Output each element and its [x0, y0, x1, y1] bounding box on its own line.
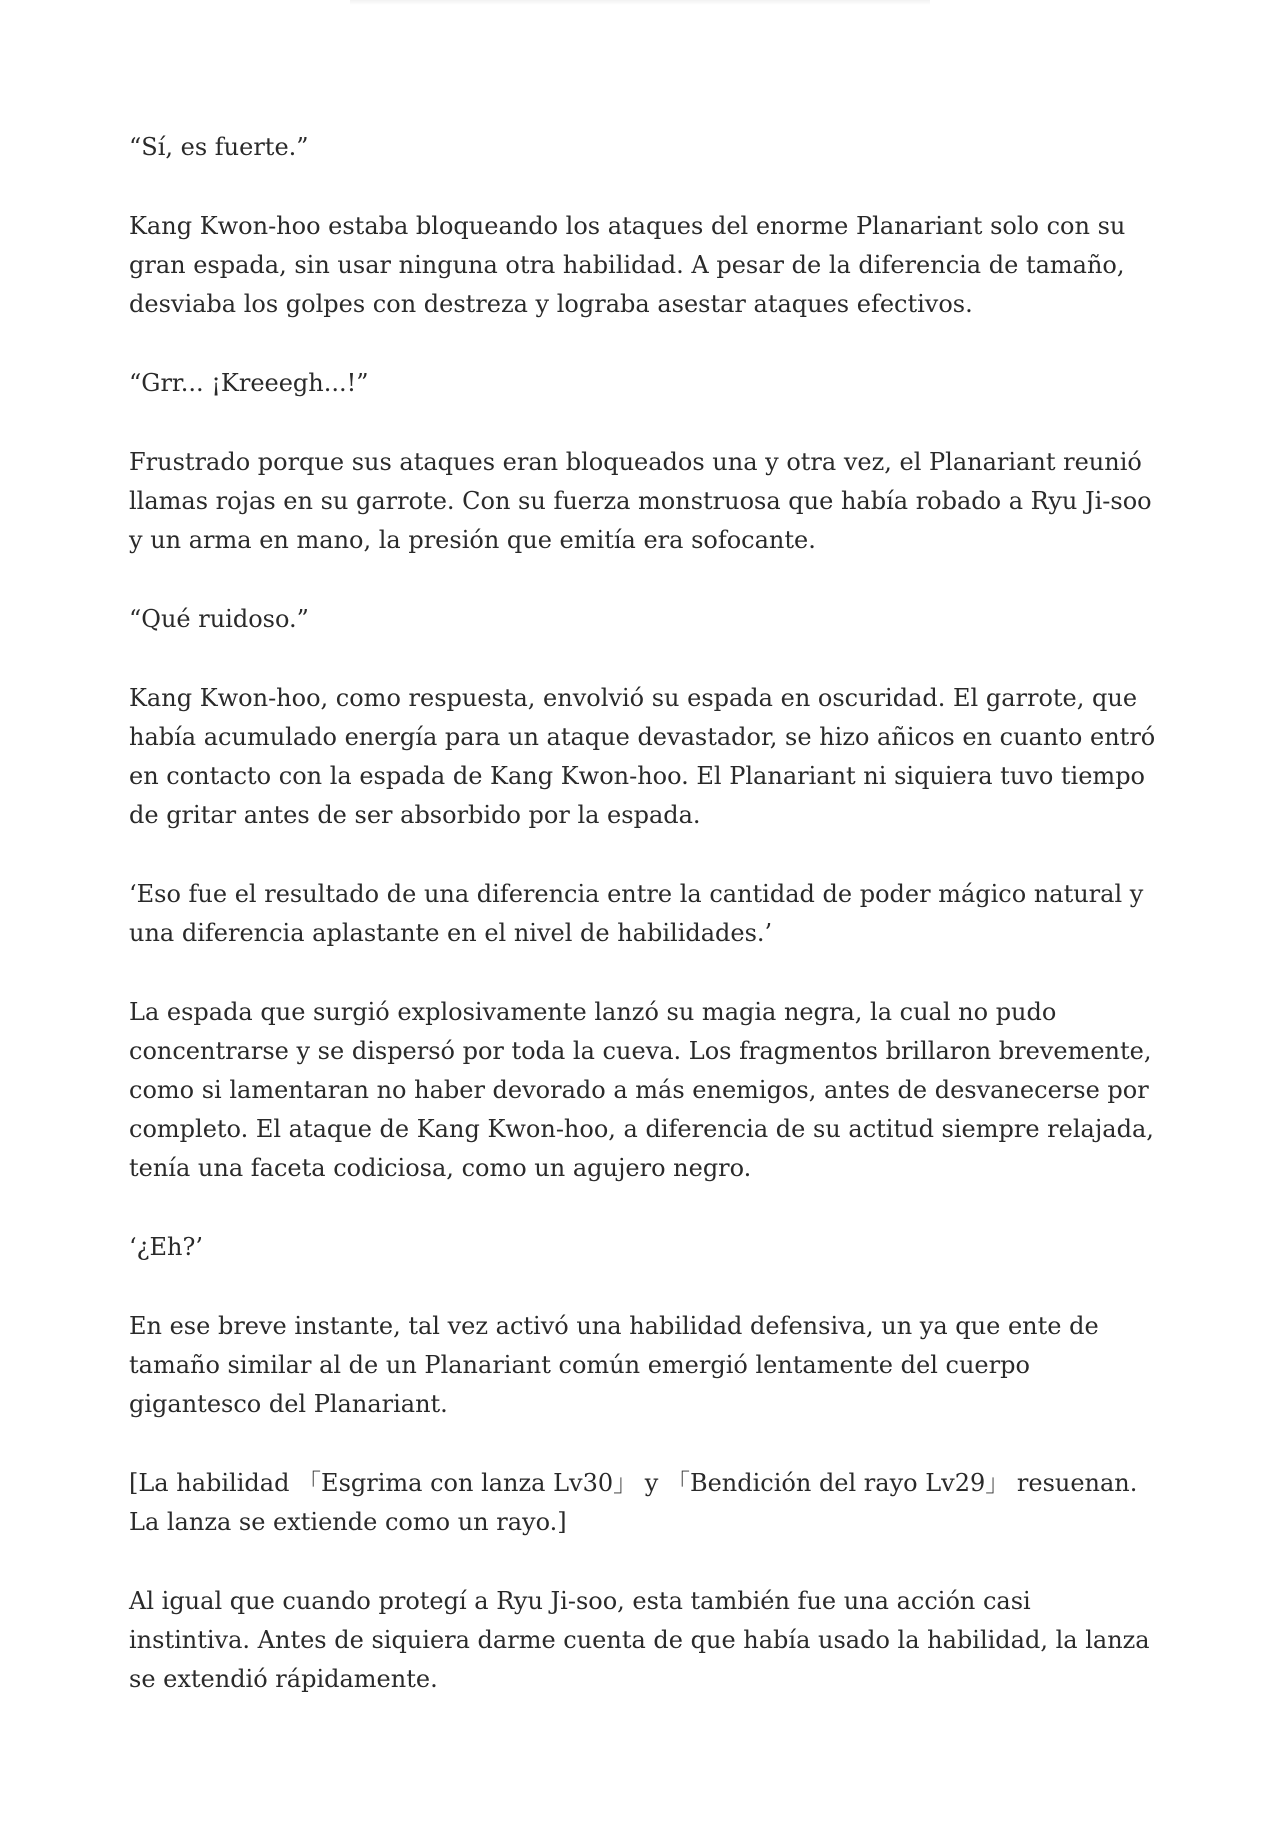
paragraph-blocking-attacks: Kang Kwon-hoo estaba bloqueando los ataques del enorme Planariant solo con su gran espada, sin usar ninguna otra habilidad. A pesar de la diferencia de tamaño, desviaba los golpes con destreza y lograba asestar ataques efectivos.: [129, 212, 1126, 318]
document-body: [129, 128, 1159, 1699]
paragraph-thought-eh: ‘¿Eh?’: [129, 1233, 203, 1261]
paragraph-defensive-skill: En ese breve instante, tal vez activó una habilidad defensiva, un ya que ente de tamaño similar al de un Planariant común emergió lentamente del cuerpo gigantesco del Planariant.: [129, 1312, 1099, 1418]
paragraph-instinctive-action: Al igual que cuando protegí a Ryu Ji-soo, esta también fue una acción casi instintiva. Antes de siquiera darme cuenta de que había usado la habilidad, la lanza se extendió rápidamente.: [129, 1587, 1150, 1693]
paragraph-darkness-sword: Kang Kwon-hoo, como respuesta, envolvió su espada en oscuridad. El garrote, que había acumulado energía para un ataque devastador, se hizo añicos en cuanto entró en contacto con la espada de Kang Kwon-hoo. El Planariant ni siquiera tuvo tiempo de gritar antes de ser absorbido por la espada.: [129, 684, 1156, 829]
top-edge-shadow: [350, 0, 930, 5]
paragraph-dialogue-noisy: “Qué ruidoso.”: [129, 605, 309, 633]
paragraph-black-magic: La espada que surgió explosivamente lanzó su magia negra, la cual no pudo concentrarse y se dispersó por toda la cueva. Los fragmentos brillaron brevemente, como si lamentaran no haber devorado a más enemigos, antes de desvanecerse por completo. El ataque de Kang Kwon-hoo, a diferencia de su actitud siempre relajada, tenía una faceta codiciosa, como un agujero negro.: [129, 998, 1154, 1182]
paragraph-thought-difference: ‘Eso fue el resultado de una diferencia entre la cantidad de poder mágico natural y una diferencia aplastante en el nivel de habilidades.’: [129, 880, 1144, 947]
paragraph-dialogue-growl: “Grr... ¡Kreeegh...!”: [129, 369, 369, 397]
paragraph-dialogue-strong: “Sí, es fuerte.”: [129, 133, 309, 161]
paragraph-flames-club: Frustrado porque sus ataques eran bloqueados una y otra vez, el Planariant reunió llamas rojas en su garrote. Con su fuerza monstruosa que había robado a Ryu Ji-soo y un arma en mano, la presión que emitía era sofocante.: [129, 448, 1152, 554]
paragraph-system-message: [La habilidad 「Esgrima con lanza Lv30」 y 「Bendición del rayo Lv29」 resuenan. La lanza se extiende como un rayo.]: [129, 1469, 1138, 1536]
